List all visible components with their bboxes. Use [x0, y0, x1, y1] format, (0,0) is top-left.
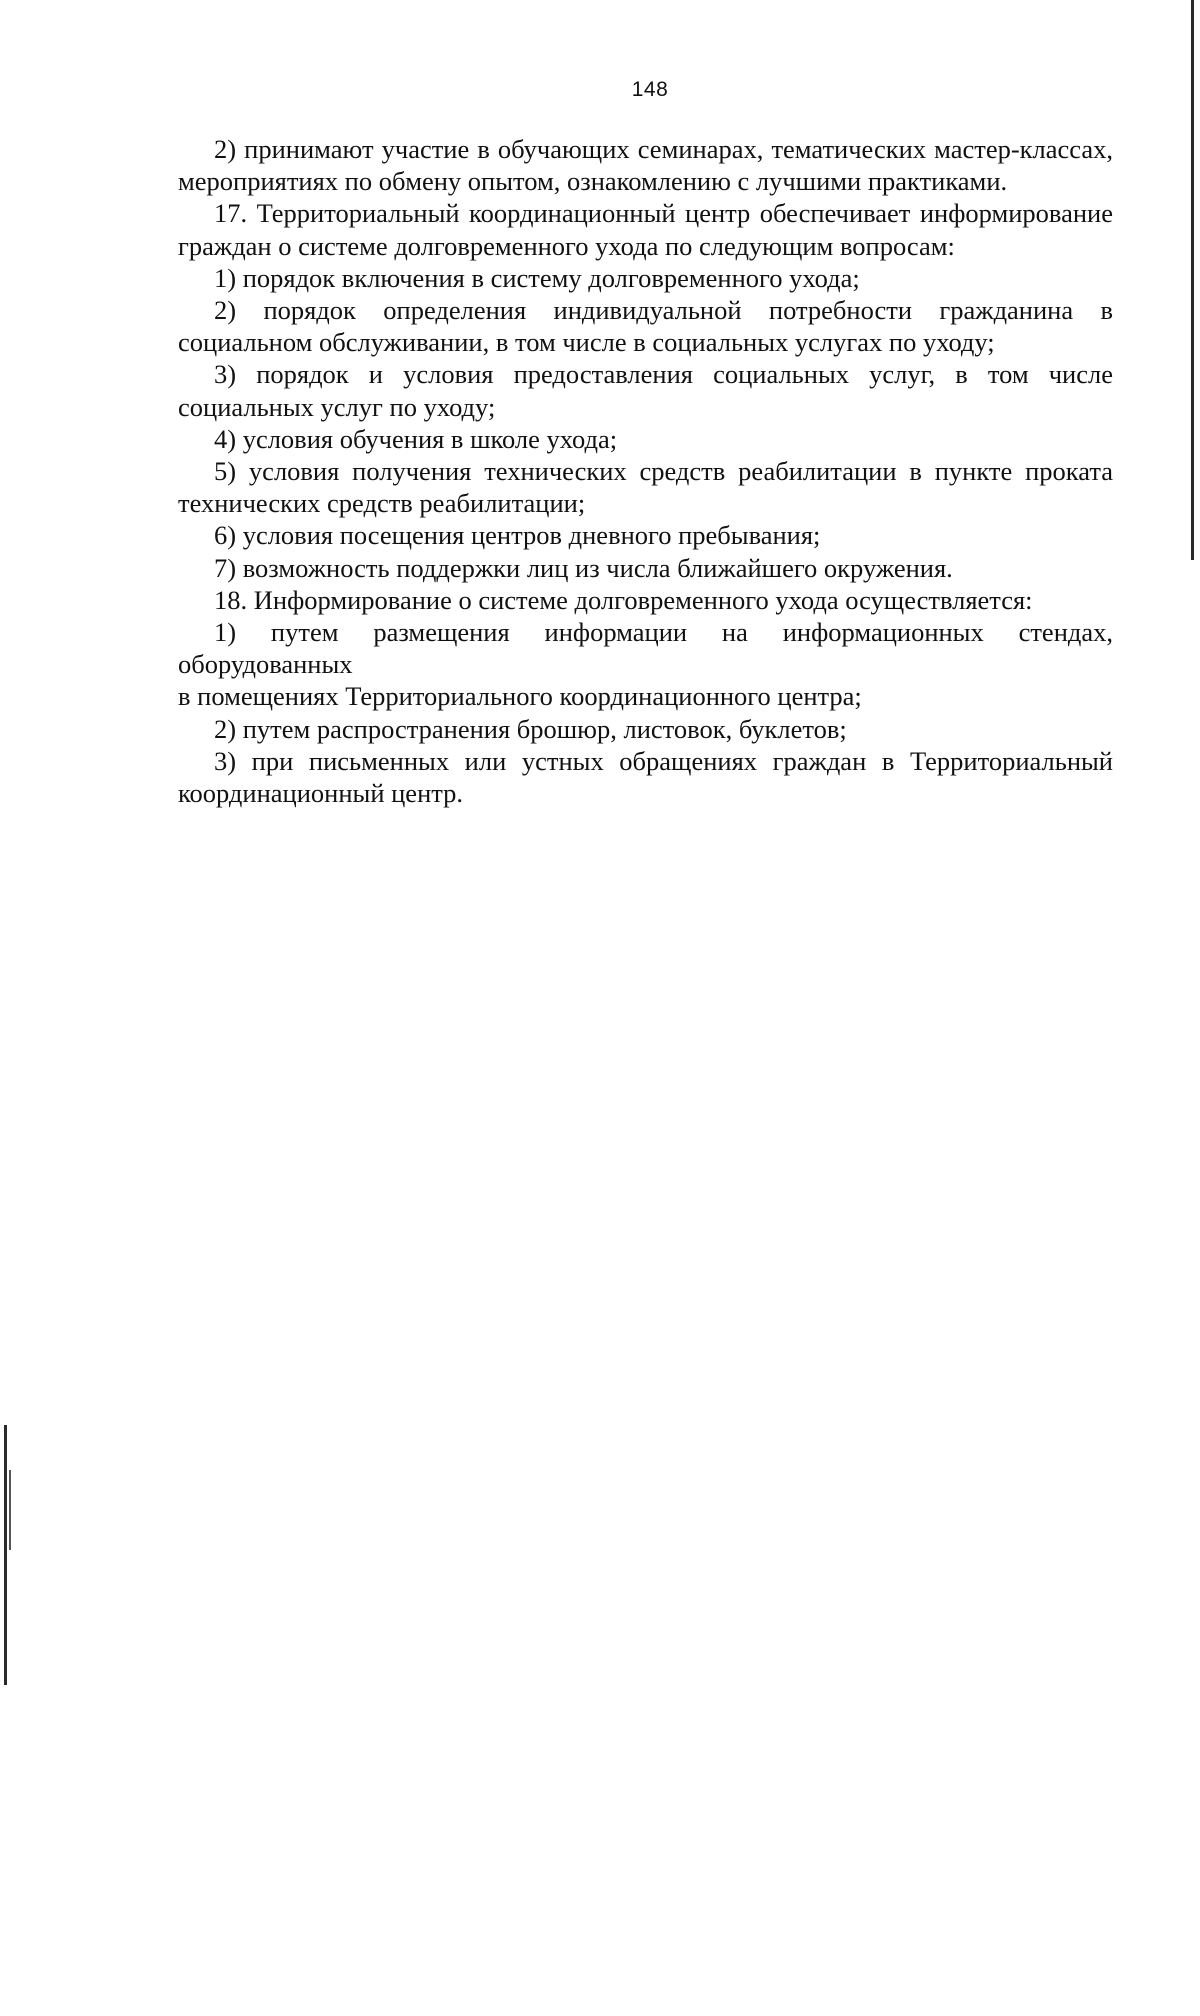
list-item-2: 2) порядок определения индивидуальной потребности гражданина в социальном обслуживании, в том числе в социальных услугах по уходу; [178, 295, 1113, 358]
list-item-5: 5) условия получения технических средств реабилитации в пункте проката технических средств реабилитации; [178, 456, 1113, 519]
list-item-6: 6) условия посещения центров дневного пребывания; [214, 520, 821, 551]
scan-edge-line [4, 1425, 7, 1685]
list-item-3: 3) порядок и условия предоставления социальных услуг, в том числе социальных услуг по уходу; [178, 359, 1113, 422]
page-number: 148 [631, 78, 669, 101]
list-item-2b: 2) путем распространения брошюр, листовок, буклетов; [214, 713, 847, 744]
list-item-3b: 3) при письменных или устных обращениях граждан в Территориальный координационный центр. [178, 745, 1113, 809]
paragraph-item-2: 2) принимают участие в обучающих семинарах, тематических мастер-классах, мероприятиях по обмену опытом, ознакомлению с лучшими практиками. [178, 134, 1113, 197]
list-item-1b: 1) путем размещения информации на информационных стендах, оборудованных [178, 617, 1113, 680]
list-item-7: 7) возможность поддержки лиц из числа ближайшего окружения. [214, 552, 953, 583]
list-item-1b-continuation: в помещениях Территориального координационного центра; [178, 681, 862, 712]
document-body [178, 133, 1113, 809]
scan-edge-line [9, 1470, 11, 1550]
list-item-1: 1) порядок включения в систему долговременного ухода; [214, 262, 860, 293]
list-item-4: 4) условия обучения в школе ухода; [214, 423, 618, 454]
paragraph-18: 18. Информирование о системе долговременного ухода осуществляется: [214, 584, 1033, 615]
paragraph-17: 17. Территориальный координационный центр обеспечивает информирование граждан о системе долговременного ухода по следующим вопросам: [178, 198, 1113, 261]
